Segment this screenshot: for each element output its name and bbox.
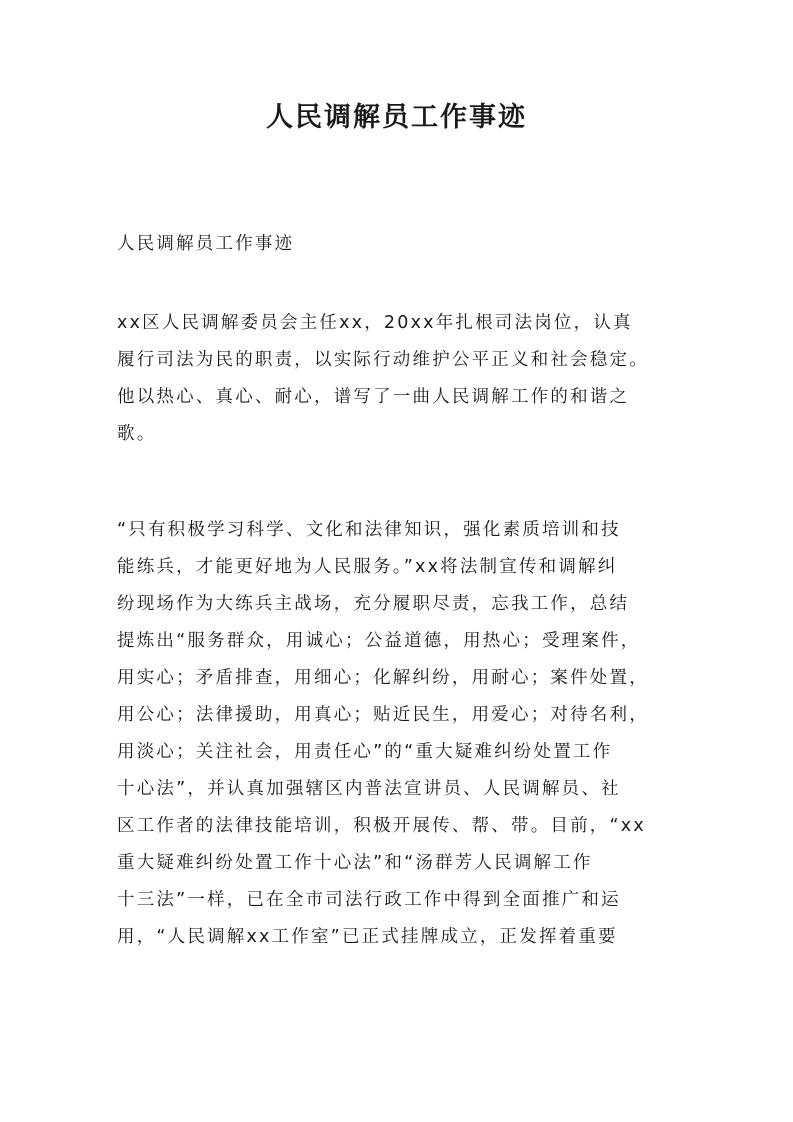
paragraph-line: 用淡心；关注社会，用责任心”的“重大疑难纠纷处置工作 [117, 742, 613, 762]
paragraph-line: 歌。 [117, 424, 157, 444]
paragraph-1 [117, 305, 680, 453]
paragraph-line: 十心法”，并认真加强辖区内普法宣讲员、人民调解员、社 [117, 779, 621, 799]
paragraph-line: xx区人民调解委员会主任xx，20xx年扎根司法岗位，认真 [117, 313, 633, 333]
document-subtitle [117, 226, 680, 263]
subtitle-line: 人民调解员工作事迹 [117, 234, 295, 254]
paragraph-2 [117, 512, 680, 956]
paragraph-line: 用公心；法律援助，用真心；贴近民生，用爱心；对待名利， [117, 705, 649, 725]
paragraph-line: 能练兵，才能更好地为人民服务。”xx将法制宣传和调解纠 [117, 557, 618, 577]
paragraph-line: 区工作者的法律技能培训，积极开展传、帮、带。目前，“xx [117, 816, 646, 836]
paragraph-line: 十三法”一样，已在全市司法行政工作中得到全面推广和运 [117, 890, 621, 910]
document-title: 人民调解员工作事迹 [266, 102, 527, 133]
paragraph-line: 履行司法为民的职责，以实际行动维护公平正义和社会稳定。 [117, 350, 649, 370]
paragraph-line: 用，“人民调解xx工作室”已正式挂牌成立，正发挥着重要 [117, 927, 618, 947]
paragraph-line: 纷现场作为大练兵主战场，充分履职尽责，忘我工作，总结 [117, 594, 630, 614]
paragraph-line: 重大疑难纠纷处置工作十心法”和“汤群芳人民调解工作 [117, 853, 593, 873]
paragraph-line: 用实心；矛盾排查，用细心；化解纠纷，用耐心；案件处置， [117, 668, 649, 688]
paragraph-line: 他以热心、真心、耐心，谱写了一曲人民调解工作的和谐之 [117, 387, 630, 407]
paragraph-line: 提炼出“服务群众，用诚心；公益道德，用热心；受理案件， [117, 631, 641, 651]
paragraph-line: “只有积极学习科学、文化和法律知识，强化素质培训和技 [117, 520, 621, 540]
